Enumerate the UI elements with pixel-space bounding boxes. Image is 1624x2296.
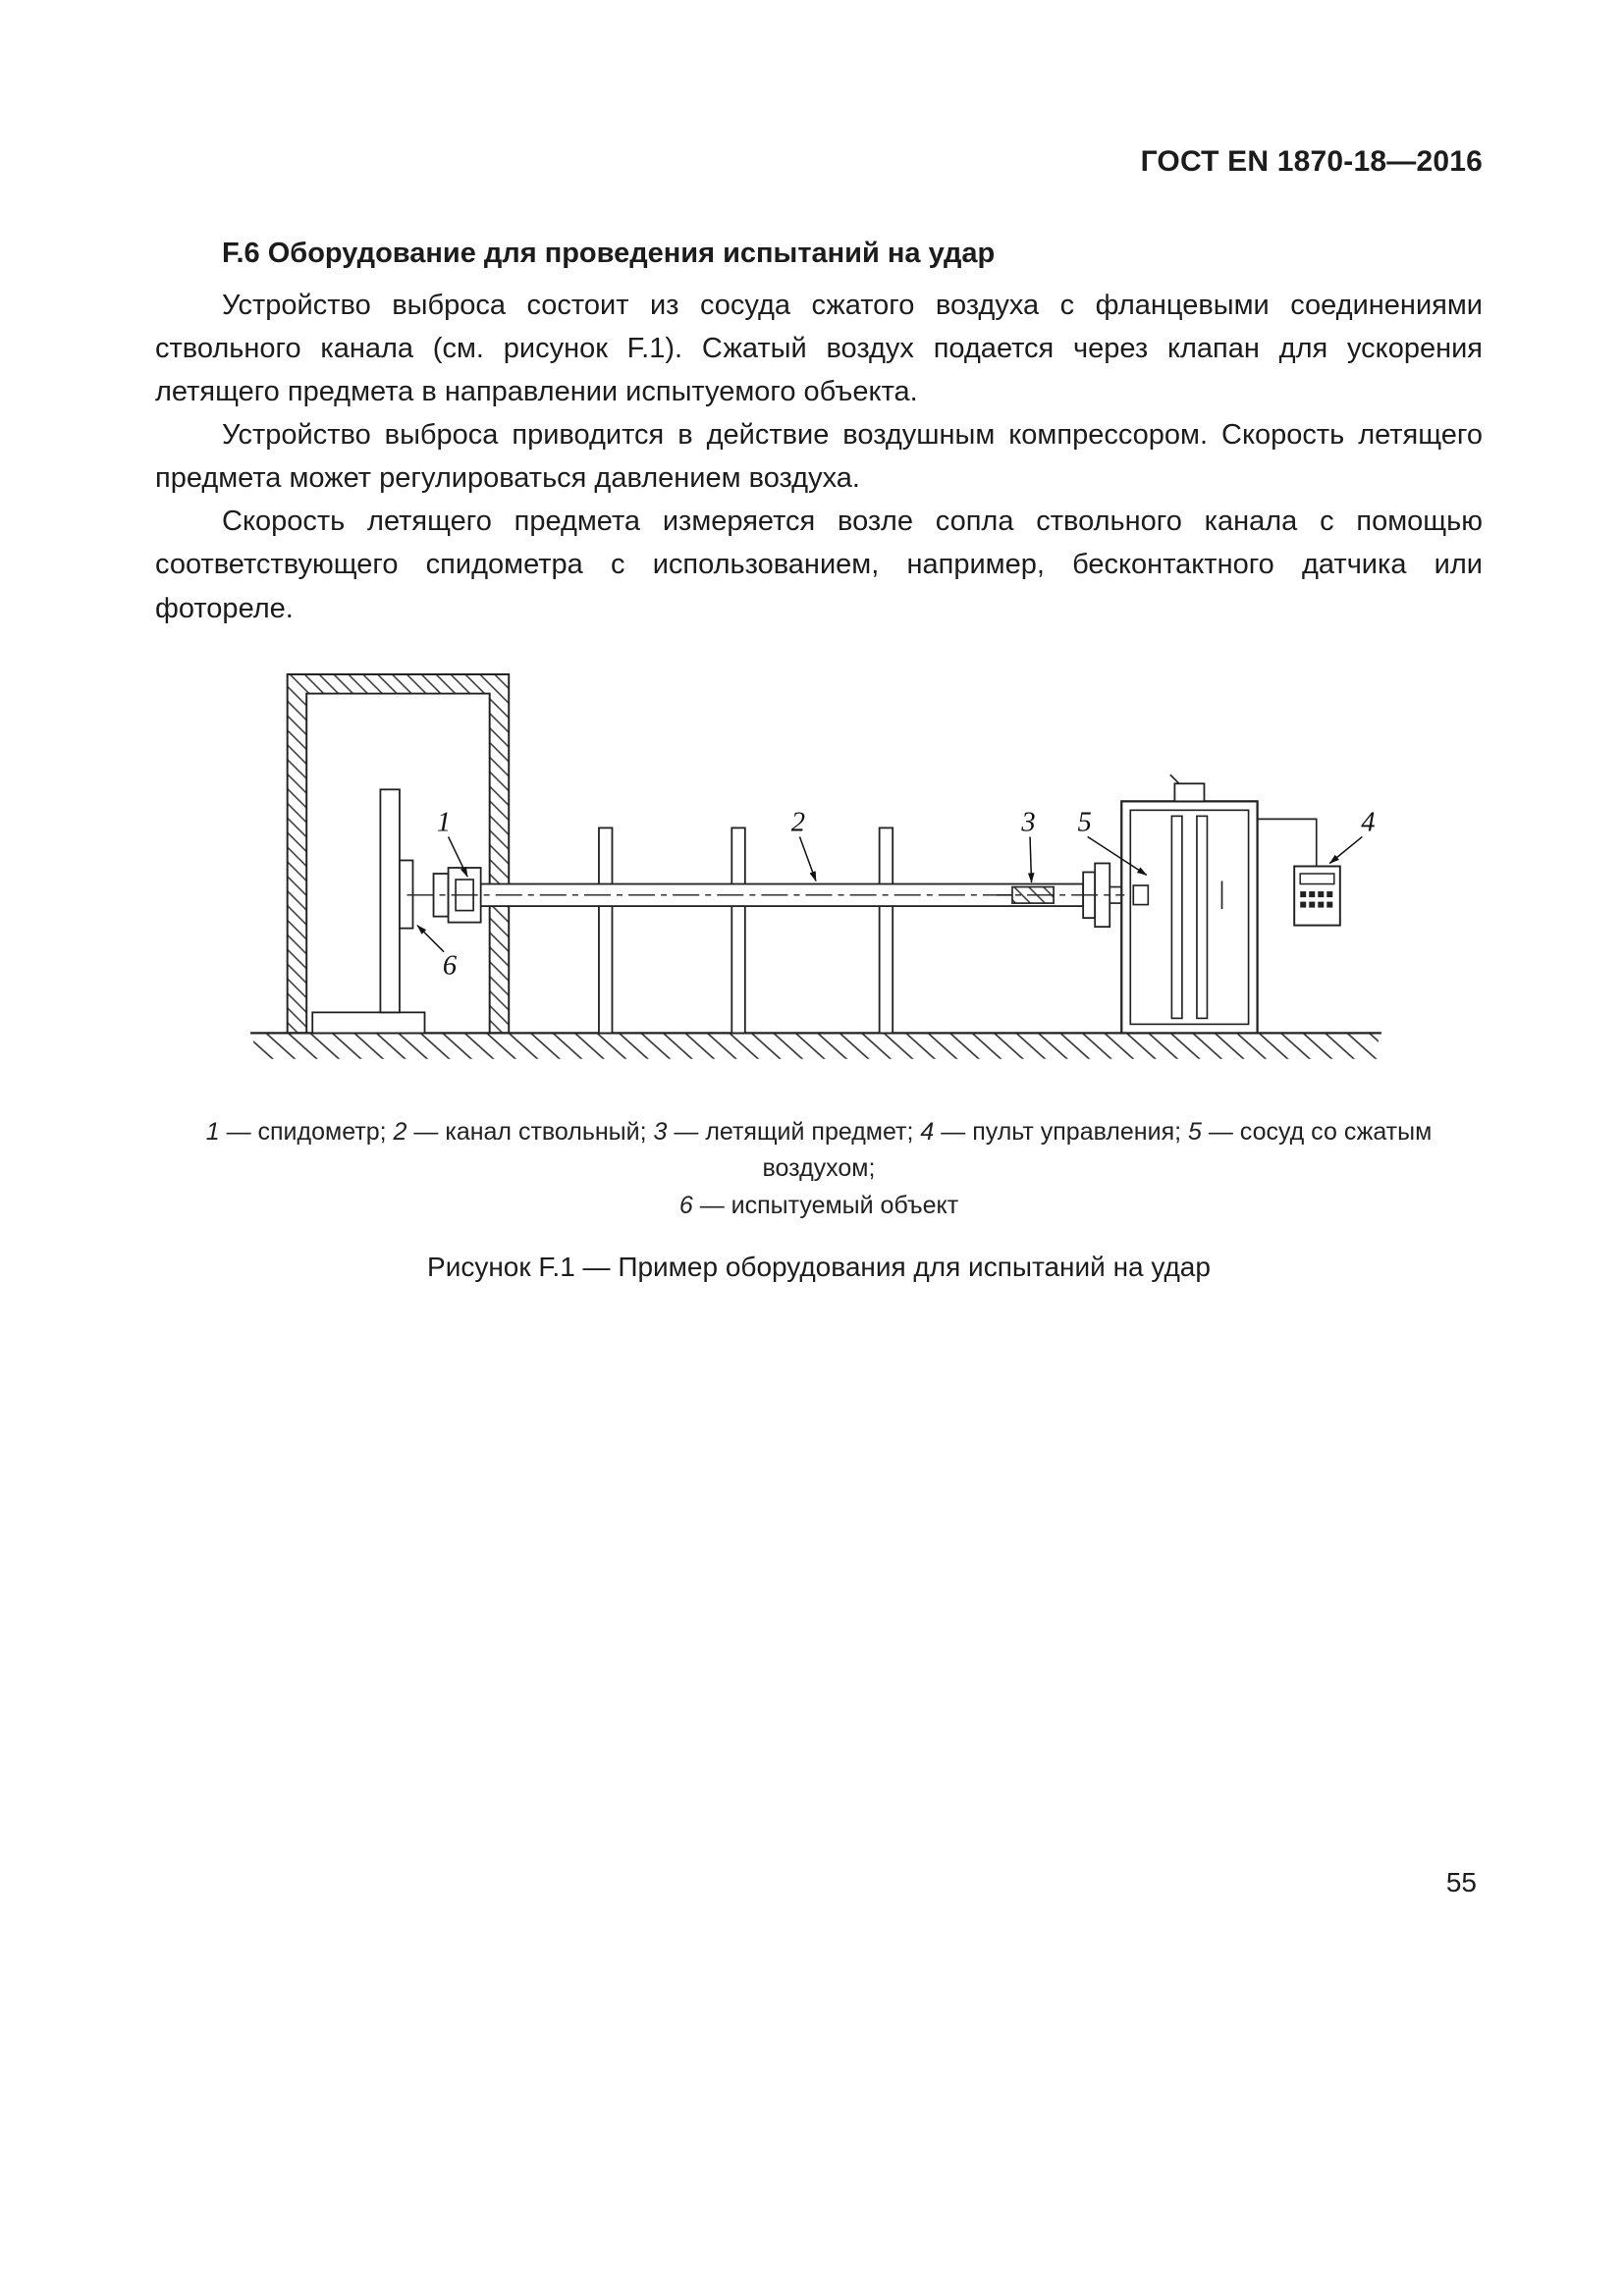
figure-caption: Рисунок F.1 — Пример оборудования для испытаний на удар — [427, 1252, 1211, 1283]
figure-legend-line-1 — [155, 1114, 1483, 1188]
impact-test-diagram — [250, 671, 1387, 1070]
legend-text-4: — пульт управления; — [934, 1117, 1188, 1146]
figure-legend-line-2 — [155, 1188, 1483, 1225]
callout-5: 5 — [1077, 807, 1092, 838]
legend-text-2: — канал ствольный; — [406, 1117, 654, 1146]
callout-1: 1 — [436, 807, 452, 838]
ground — [250, 1033, 1381, 1058]
callout-3: 3 — [1021, 807, 1036, 838]
section-heading: F.6 Оборудование для проведения испытаний на удар — [222, 238, 996, 269]
legend-num-2: 2 — [393, 1117, 407, 1146]
figure-f1 — [155, 671, 1483, 1075]
paragraph-2: Устройство выброса приводится в действие воздушным компрессором. Скорость летящего предмета может регулироваться давлением воздуха. — [155, 419, 1483, 495]
test-object — [400, 860, 413, 928]
control-panel — [1258, 819, 1340, 925]
legend-num-6: 6 — [678, 1191, 693, 1219]
legend-text-3: — летящий предмет; — [667, 1117, 921, 1146]
legend-text-1: — спидометр; — [219, 1117, 394, 1146]
callout-6: 6 — [442, 949, 458, 981]
callout-2: 2 — [790, 807, 806, 838]
legend-num-5: 5 — [1188, 1117, 1202, 1146]
barrel-supports — [599, 828, 893, 1033]
legend-num-1: 1 — [205, 1117, 220, 1146]
vessel-cap — [1170, 774, 1205, 801]
legend-text-5: — сосуд со сжатым воздухом; — [762, 1117, 1433, 1183]
document-header: ГОСТ EN 1870-18—2016 — [1140, 145, 1483, 178]
pressure-vessel — [1121, 801, 1257, 1033]
legend-num-4: 4 — [920, 1117, 935, 1146]
legend-num-3: 3 — [653, 1117, 668, 1146]
paragraph-1: Устройство выброса состоит из сосуда сжатого воздуха с фланцевыми соединениями ствольного канала (см. рисунок F.1). Сжатый воздух подается через клапан для ускорения летящего предмета в направлении испытуемого объекта. — [155, 290, 1483, 408]
legend-text-6: — испытуемый объект — [692, 1191, 959, 1219]
figure-legend — [155, 1114, 1483, 1225]
connection-line — [1258, 819, 1317, 866]
paragraph-3: Скорость летящего предмета измеряется возле сопла ствольного канала с помощью соответствующего спидометра с использованием, например, бесконтактного датчика или фотореле. — [155, 506, 1483, 624]
page-number: 55 — [1445, 1867, 1477, 1897]
callout-4: 4 — [1361, 807, 1376, 838]
